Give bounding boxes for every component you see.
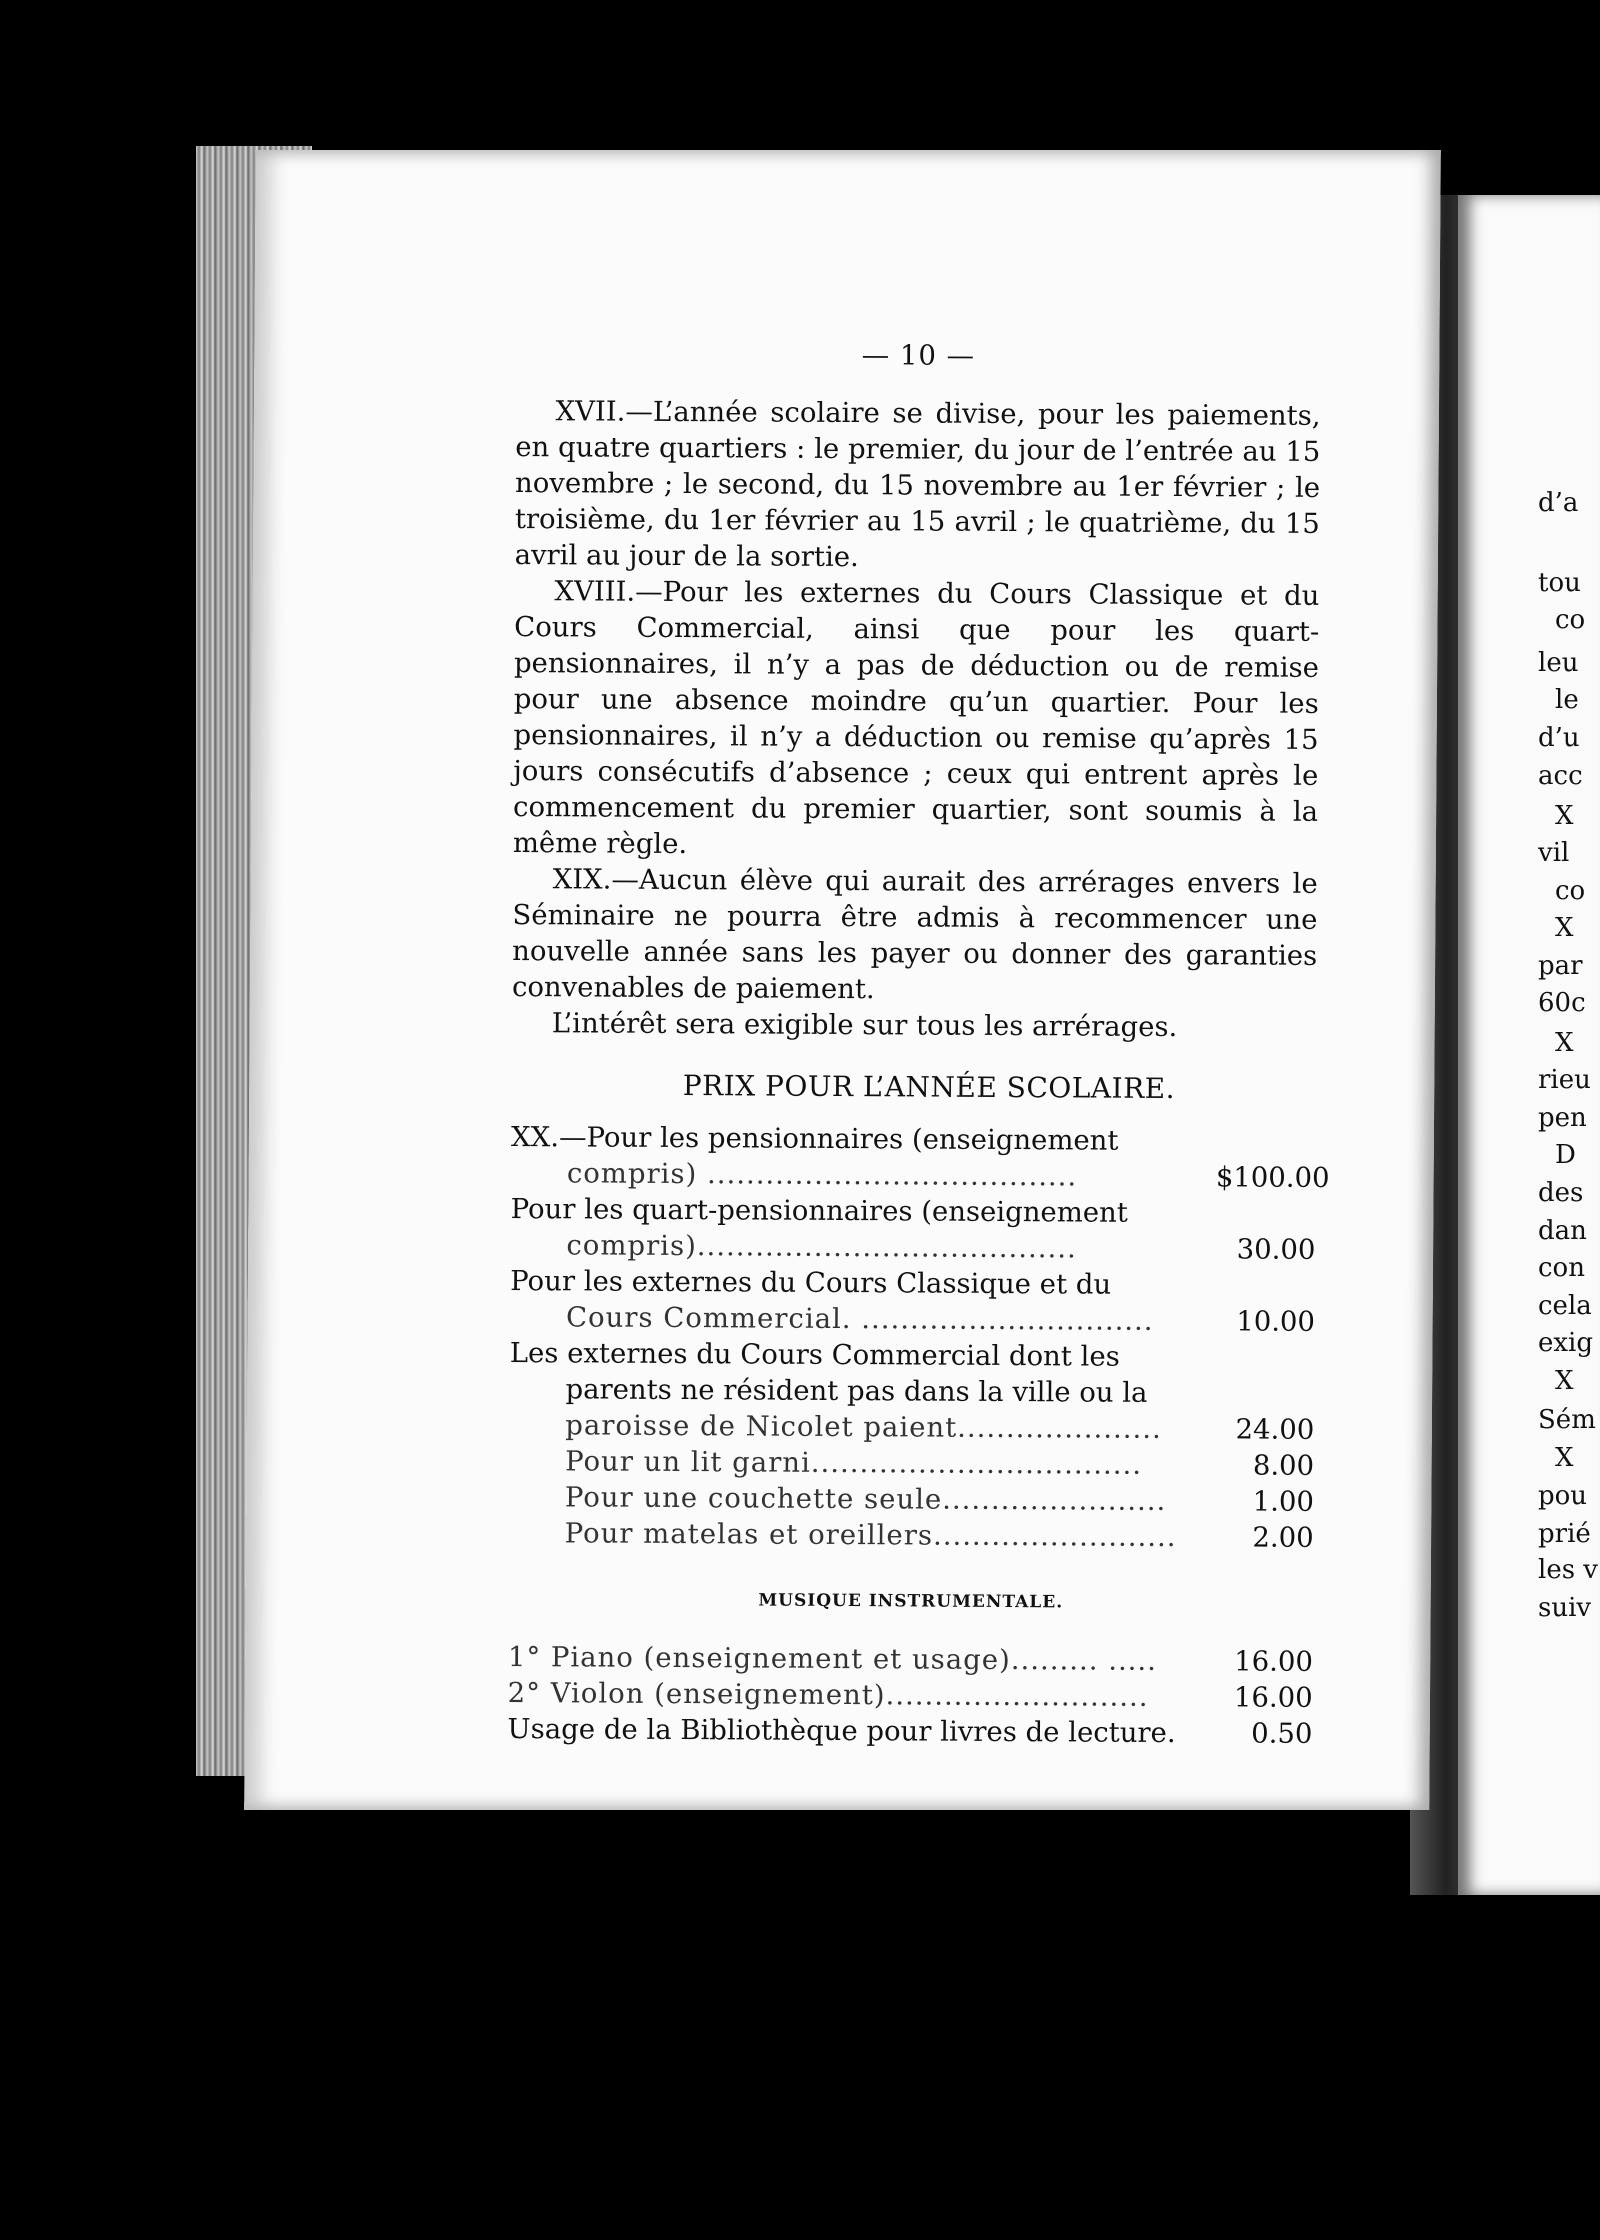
music-row-label: 1° Piano (enseignement et usage)......... .....	[507, 1640, 1158, 1677]
adjacent-page-fragment: pou	[1538, 1481, 1588, 1511]
adjacent-page-fragment: X	[1555, 913, 1574, 943]
page-text	[507, 335, 1330, 1752]
paragraph-xviii: XVIII.—Pour les externes du Cours Classique et du Cours Commercial, ainsi que pour les quart-pensionnaires, il n’y a pas de déduction ou de remise pour une absence moindre qu’un quartier. Pour les pensionnaires, il n’y a déduction ou remise qu’après 15 jours consécutifs d’absence ; ceux qui entrent après le commencement du premier quartier, sont soumis à la même règle.	[512, 575, 1320, 861]
price-amount: 1.00	[1252, 1485, 1314, 1518]
price-row-label-cont: Cours Commercial. ..............................	[565, 1301, 1154, 1337]
price-amount: 8.00	[1252, 1449, 1315, 1482]
adjacent-page-fragment: d’u	[1538, 723, 1580, 753]
adjacent-page-fragment: suiv	[1538, 1593, 1592, 1623]
price-row	[510, 1263, 1315, 1340]
price-subrow-label: Pour matelas et oreillers.........................	[564, 1517, 1177, 1554]
price-amount: 16.00	[1234, 1645, 1314, 1678]
adjacent-page-fragment: exig	[1538, 1328, 1594, 1358]
price-row	[510, 1191, 1315, 1268]
price-row-label-cont: compris).......................................	[566, 1229, 1077, 1265]
price-row-label-cont: compris) ......................................	[566, 1157, 1078, 1193]
adjacent-page-fragment: Sém	[1538, 1405, 1596, 1435]
price-subrow	[509, 1443, 1314, 1484]
adjacent-page-fragment: con	[1538, 1253, 1585, 1283]
adjacent-page-fragment: co	[1555, 605, 1586, 635]
adjacent-page-fragment: X	[1555, 1443, 1574, 1473]
paragraph-xvii: XVII.—L’année scolaire se divise, pour les paiements, en quatre quartiers : le premier, du jour de l’entrée au 15 novembre ; le second, du 15 novembre au 1er février ; le troisième, du 1er février au 15 avril ; le quatrième, du 15 avril au jour de la sortie.	[514, 395, 1321, 574]
adjacent-page-fragment: X	[1555, 1366, 1574, 1396]
music-row	[507, 1711, 1312, 1752]
page-number: — 10 —	[861, 339, 976, 372]
price-row-label: Pour les externes du Cours Classique et du	[510, 1264, 1112, 1301]
price-amount: 2.00	[1252, 1521, 1314, 1554]
adjacent-page-fragment: par	[1538, 951, 1583, 981]
music-row-label: Usage de la Bibliothèque pour livres de lecture.	[507, 1712, 1176, 1750]
adjacent-page-fragment: acc	[1538, 761, 1583, 791]
adjacent-page-fragment: pen	[1538, 1103, 1587, 1133]
adjacent-page-fragment: prié	[1538, 1519, 1591, 1549]
price-subrow	[509, 1515, 1314, 1556]
price-amount: $100.00	[1215, 1161, 1330, 1194]
adjacent-page-fragment: cela	[1538, 1291, 1592, 1321]
adjacent-page-fragment: dan	[1538, 1216, 1587, 1246]
adjacent-page-fragment: des	[1538, 1178, 1584, 1208]
price-row	[509, 1335, 1315, 1448]
adjacent-page-fragment: le	[1555, 685, 1579, 715]
paragraph-interet: L’intérêt sera exigible sur tous les arrérages.	[551, 1007, 1178, 1044]
price-row-label: Les externes du Cours Commercial dont les	[509, 1336, 1120, 1373]
price-section-title: PRIX POUR L’ANNÉE SCOLAIRE.	[682, 1069, 1176, 1106]
adjacent-page-fragment: tou	[1538, 568, 1581, 598]
music-row	[508, 1675, 1313, 1716]
adjacent-page-fragment: co	[1555, 876, 1586, 906]
price-subrow-label: Pour un lit garni..................................	[565, 1445, 1143, 1481]
adjacent-page-fragment: 60c	[1538, 988, 1586, 1018]
price-amount: 16.00	[1233, 1681, 1313, 1714]
price-row	[511, 1119, 1330, 1196]
price-row-label: Pour les quart-pensionnaires (enseignement	[510, 1192, 1128, 1229]
adjacent-page-fragment: les v	[1538, 1555, 1598, 1585]
price-amount: 0.50	[1251, 1717, 1313, 1750]
adjacent-page-fragment: D	[1555, 1140, 1576, 1170]
adjacent-page-fragment: d’a	[1538, 488, 1579, 518]
adjacent-page-fragment: rieu	[1538, 1065, 1591, 1095]
paragraph-xix: XIX.—Aucun élève qui aurait des arrérages envers le Séminaire ne pourra être admis à recommencer une nouvelle année sans les payer ou donner des garanties convenables de paiement.	[511, 863, 1318, 1006]
price-amount: 24.00	[1235, 1413, 1315, 1446]
price-row-label-cont: paroisse de Nicolet paient.....................	[565, 1409, 1162, 1445]
adjacent-page-fragment: X	[1555, 801, 1574, 831]
price-amount: 10.00	[1236, 1305, 1316, 1338]
price-subrow-label: Pour une couchette seule.......................	[564, 1481, 1167, 1517]
adjacent-page-fragment: vil	[1538, 838, 1570, 868]
music-row	[508, 1639, 1313, 1680]
music-row-label: 2° Violon (enseignement)...........................	[507, 1676, 1149, 1713]
adjacent-page-fragment: leu	[1538, 648, 1579, 678]
music-section-title: MUSIQUE INSTRUMENTALE.	[758, 1590, 1064, 1613]
price-row-label-cont: parents ne résident pas dans la ville ou la	[565, 1373, 1148, 1409]
price-amount: 30.00	[1236, 1233, 1316, 1266]
adjacent-page-fragment: X	[1555, 1028, 1574, 1058]
price-subrow	[509, 1479, 1314, 1520]
price-row-label: XX.—Pour les pensionnaires (enseignement	[511, 1120, 1119, 1157]
